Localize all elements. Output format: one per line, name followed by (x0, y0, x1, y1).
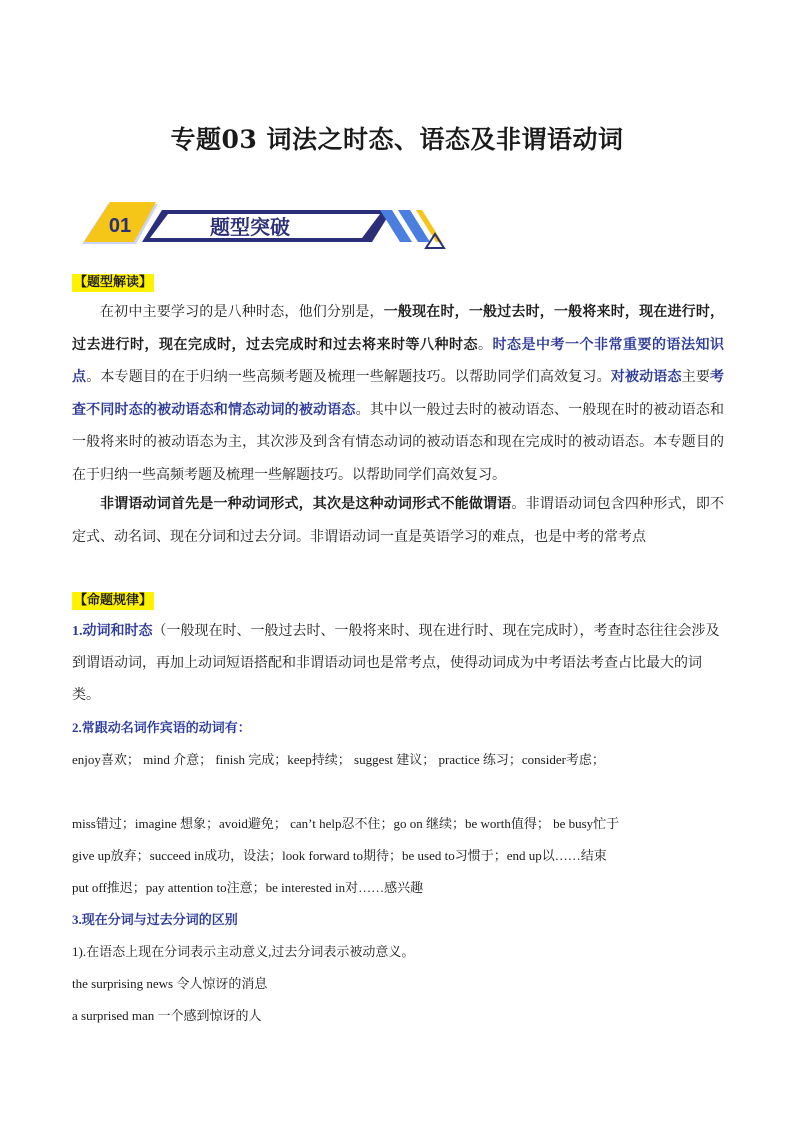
banner-number: 01 (108, 215, 132, 237)
rule-item-3-heading: 3.现在分词与过去分词的区别 (72, 912, 238, 927)
paragraph-tense-voice: 在初中主要学习的是八种时态，他们分别是，一般现在时，一般过去时，一般将来时，现在进行时，过去进行时，现在完成时，过去完成时和过去将来时等八种时态。时态是中考一个非常重要的语法知识点。本专题目的在于归纳一些高频考题及梳理一些解题技巧。以帮助同学们高效复习。对被动语态主要考查不同时态的被动语态和情态动词的被动语态。其中以一般过去时的被动语态、一般现在时的被动语态和一般将来时的被动语态为主，其次涉及到含有情态动词的被动语态和现在完成时的被动语态。本专题目的在于归纳一些高频考题及梳理一些解题技巧。以帮助同学们高效复习。 (72, 304, 725, 483)
example-surprised: a surprised man 一个感到惊讶的人 (72, 1008, 262, 1023)
paragraph-nonfinite: 非谓语动词首先是一种动词形式，其次是这种动词形式不能做谓语。非谓语动词包含四种形式，即不定式、动名词、现在分词和过去分词。非谓语动词一直是英语学习的难点，也是中考的常考点 (72, 496, 725, 545)
rule-item-1: 1.动词和时态（一般现在时、一般过去时、一般将来时、现在进行时、现在完成时），考查时态往往会涉及到谓语动词，再加上动词短语搭配和非谓语动词也是常考点，使得动词成为中考语法考查占比最大的词类。 (72, 624, 720, 703)
section-tag-analysis: 【题型解读】 (74, 275, 153, 290)
banner-label: 题型突破 (210, 215, 290, 239)
gerund-verbs-line-1: enjoy喜欢； mind 介意； finish 完成；keep持续； suggest 建议； practice 练习；consider考虑； (72, 752, 605, 767)
section-tag-rules: 【命题规律】 (74, 593, 153, 608)
participle-rule: 1).在语态上现在分词表示主动意义,过去分词表示被动意义。 (72, 944, 415, 959)
gerund-verbs-line-2: miss错过；imagine 想象；avoid避免； can’t help忍不住；go on 继续；be worth值得； be busy忙于 (72, 816, 620, 831)
rule-item-2-heading: 2.常跟动名词作宾语的动词有： (72, 720, 251, 735)
section-banner (80, 196, 450, 256)
gerund-verbs-line-4: put off推迟；pay attention to注意；be interested in对……感兴趣 (72, 880, 424, 895)
page-title: 专题03 词法之时态、语态及非谓语动词 (170, 125, 624, 154)
gerund-verbs-line-3: give up放弃；succeed in成功，设法；look forward to期待；be used to习惯于；end up以……结束 (72, 848, 607, 863)
example-surprising: the surprising news 令人惊讶的消息 (72, 976, 268, 991)
